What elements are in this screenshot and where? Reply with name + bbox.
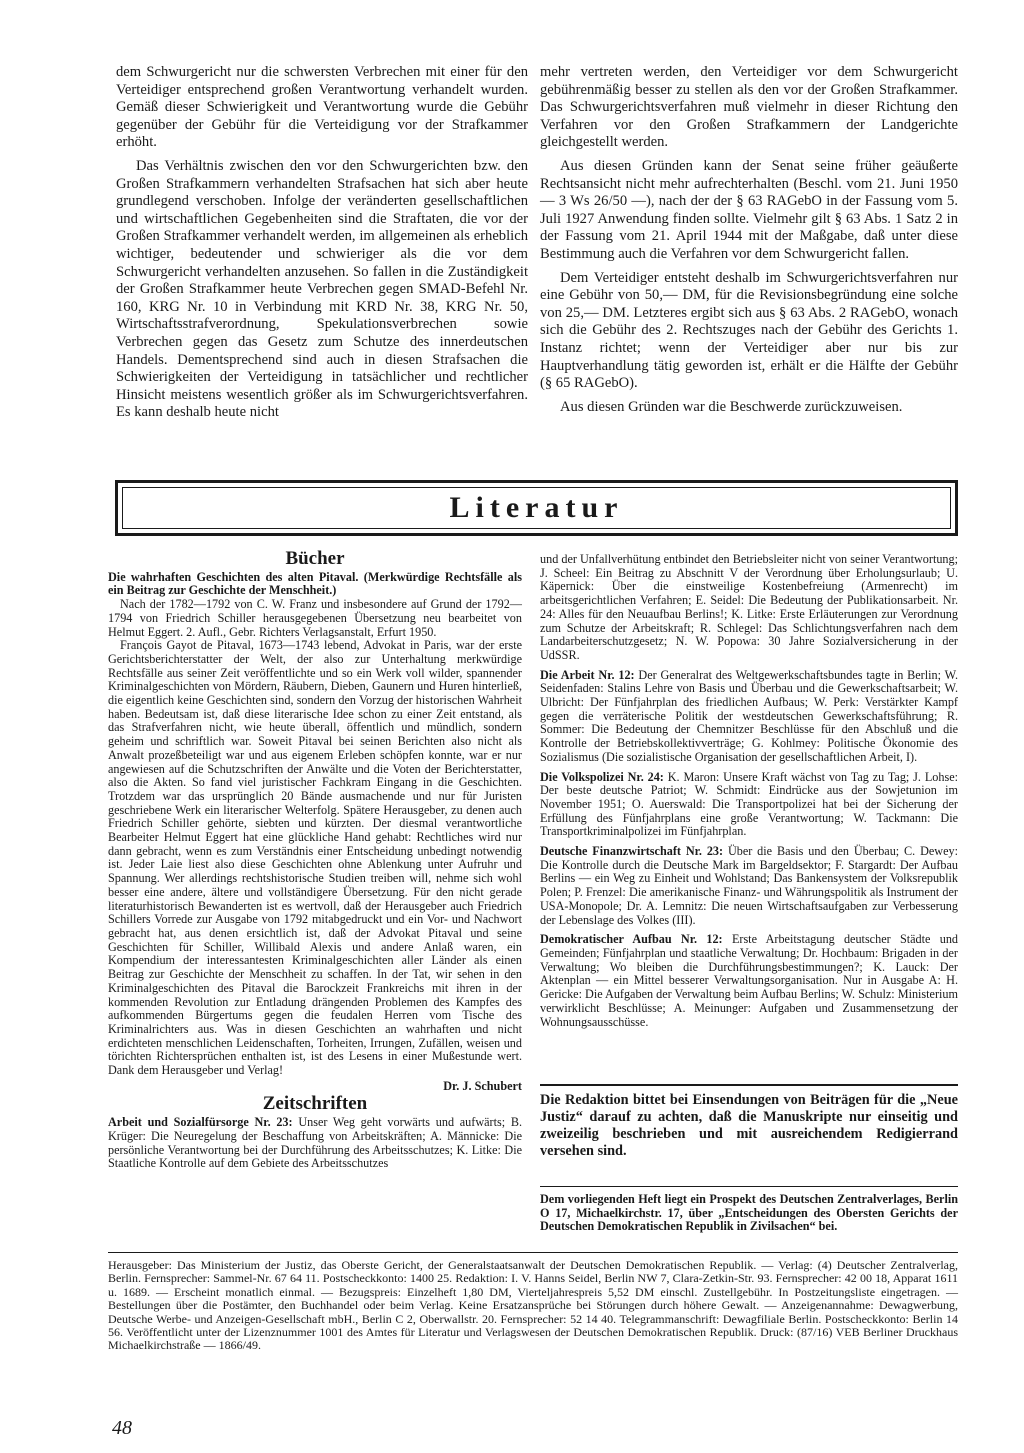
book-title: Die wahrhaften Geschichten des alten Pitaval. (Merkwürdige Rechtsfälle als ein Beitrag zur Geschichte der Menschheit.) [108, 569, 522, 598]
page-number: 48 [112, 1417, 132, 1439]
journal-entry [540, 933, 958, 1029]
top-right-column [540, 64, 958, 422]
editorial-notice: Die Redaktion bittet bei Einsendungen von Beiträgen für die „Neue Justiz“ darauf zu achten, daß die Manuskripte nur einseitig und zweizeilig beschrieben und mit ausreichendem Redigierrand versehen sind. [540, 1084, 958, 1160]
buecher-heading: Bücher [285, 548, 345, 569]
journal-entry [540, 669, 958, 765]
journal-entry [540, 845, 958, 927]
journal-title: Demokratischer Aufbau Nr. 12: [540, 932, 723, 947]
journal-entry [108, 1116, 522, 1171]
lower-right-column [540, 553, 958, 1035]
paragraph: Aus diesen Gründen war die Beschwerde zurückzuweisen. [560, 398, 903, 415]
journal-contents: Über die Basis und den Überbau; C. Dewey: Die Kontrolle durch die Deutsche Mark im Bargeldsektor; F. Stargardt: Der Aufbau Berlins — ein Weg zu Einheit und Wohlstand; Das Bankensystem der Volksrepublik Polen; P. Frenzel: Die amerikanische Finanz- und Währungspolitik als Instrument der USA-Monopole; Dr. A. Lemnitz: Die neuen Wirtschaftsaufgaben zur Verbesserung der Lebenslage des Volkes (III). [540, 844, 959, 927]
journal-entry [540, 771, 958, 840]
journal-title: Die Volkspolizei Nr. 24: [540, 769, 664, 784]
paragraph: Nach der 1782—1792 von C. W. Franz und insbesondere auf Grund der 1792—1794 von Friedrich Schiller herausgegebenen Übersetzung neu bearbeitet von Helmut Eggert. 2. Aufl., Gebr. Richters Verlagsanstalt, Erfurt 1950. [108, 597, 522, 639]
reviewer-signature: Dr. J. Schubert [443, 1078, 522, 1093]
paragraph: mehr vertreten werden, den Verteidiger vor dem Schwurgericht gebührenmäßig besser zu stellen als den vor der Großen Strafkammer. Das Schwurgerichtsverfahren muß vielmehr in dieser Richtung den Verfahren vor den Großen Strafkammern der Landgerichte gleichgestellt werden. [540, 64, 958, 151]
journal-entry [540, 553, 958, 663]
journal-title: Die Arbeit Nr. 12: [540, 667, 635, 682]
top-left-column [116, 64, 528, 428]
prospekt-notice: Dem vorliegenden Heft liegt ein Prospekt des Deutschen Zentralverlages, Berlin O 17, Michaelkirchstr. 17, über „Entscheidungen des Obersten Gerichts der Deutschen Demokratischen Republik in Zivilsachen“ bei. [540, 1186, 958, 1234]
literatur-banner [115, 480, 958, 536]
paragraph: Aus diesen Gründen kann der Senat seine früher geäußerte Rechtsansicht nicht mehr aufrechterhalten (Beschl. vom 21. Juni 1950 — 3 Ws 26/50 —), nach der der § 63 RAGebO in der Fassung vom 5. Juli 1927 Anwendung finden sollte. Vielmehr gilt § 63 Abs. 1 Satz 2 in der Fassung vom 21. April 1944 mit der Maßgabe, daß unter diese Bestimmung auch die Verfahren vor dem Schwurgericht fallen. [540, 157, 958, 262]
zeitschriften-heading: Zeitschriften [262, 1093, 368, 1115]
paragraph: dem Schwurgericht nur die schwersten Verbrechen mit einer für den Verteidiger entsprechend großen Verantwortung verhandelt wurden. Gemäß dieser Schwierigkeit und Verantwortung wurde die Gebühr gegenüber der Gebühr für die Verteidigung vor der Strafkammer erhöht. [116, 64, 528, 151]
journal-title: Deutsche Finanzwirtschaft Nr. 23: [540, 844, 724, 859]
journal-contents: K. Maron: Unsere Kraft wächst von Tag zu Tag; J. Lohse: Der beste deutsche Patriot; W. Schmidt: Eindrücke aus der Sowjetunion im November 1951; O. Auerswald: Die Transportpolizei hat bei der Sicherung der Erfüllung des Fünfjahrplans eine große Verantwortung; W. Tackmann: Die Transportkriminalpolizei im Fünfjahrplan. [540, 769, 958, 839]
paragraph: Das Verhältnis zwischen den vor den Schwurgerichten bzw. den Großen Strafkammern verhandelten Strafsachen hat sich aber heute grundlegend verschoben. Infolge der veränderten gesellschaftlichen und wirtschaftlichen Gegebenheiten sind die Straftaten, die vor der Großen Strafkammer verhandelt werden, im allgemeinen als erheblich wichtiger, bedeutender und schwieriger als die vor dem Schwurgericht verhandelten anzusehen. So fallen in die Zuständigkeit der Großen Strafkammer heute Verbrechen gegen SMAD-Befehl Nr. 160, KRG Nr. 10 in Verbindung mit KRD Nr. 38, KRG Nr. 50, Wirtschaftsstrafverordnung, Spekulationsverbrechen sowie Verbrechen gegen das Gesetz zum Schutze des innerdeutschen Handels. Dementsprechend sind auch in diesen Strafsachen die Schwierigkeiten der Verteidigung in tatsächlicher und rechtlicher Hinsicht meistens wesentlich größer als im Schwurgerichtsverfahren. Es kann deshalb heute nicht [116, 157, 528, 421]
journal-contents: Der Generalrat des Weltgewerkschaftsbundes tagte in Berlin; W. Seidenfaden: Stalins Lehre von Basis und Überbau und die Gewerkschaftsarbeit; W. Ulbricht: Der Fünfjahrplan des friedlichen Aufbaus; W. Perk: Verstärkter Kampf gegen die verräterische Politik der westdeutschen Gewerkschaftsführung; R. Sommer: Die Bedeutung der Chemnitzer Beschlüsse für den Abschluß und die Kontrolle der Betriebskollektivverträge; G. Kohlmey: Politische Ökonomie des Sozialismus (Die sozialistische Organisation der gesellschaftlichen Arbeit, I). [540, 667, 959, 764]
imprint: Herausgeber: Das Ministerium der Justiz, das Oberste Gericht, der Generalstaatsanwalt der Deutschen Demokratischen Republik. — Verlag: (4) Deutscher Zentralverlag, Berlin. Fernsprecher: Sammel-Nr. 67 64 11. Postscheckkonto: 1400 25. Redaktion: I. V. Hanns Seidel, Berlin NW 7, Clara-Zetkin-Str. 93. Fernsprecher: 42 00 18, Apparat 1611 u. 1689. — Erscheint monatlich einmal. — Bezugspreis: Einzelheft 1,80 DM, Vierteljahrespreis 5,52 DM einschl. Zustellgebühr. In Postzeitungsliste eingetragen. — Bestellungen über die Postämter, den Buchhandel oder beim Verlag. Keine Ersatzansprüche bei Störungen durch höhere Gewalt. — Anzeigenannahme: Dewagwerbung, Deutsche Werbe- und Anzeigen-Gesellschaft mbH., Berlin C 2, Oberwallstr. 20. Fernsprecher: 52 14 40. Telegrammanschrift: Dewagfiliale Berlin. Postscheckkonto: Berlin 14 56. Veröffentlicht unter der Lizenznummer 1001 des Amtes für Literatur und Verlagswesen der Deutschen Demokratischen Republik. Druck: (87/16) VEB Berliner Druckhaus Michaelkirchstraße — 1866/49. [108, 1252, 958, 1353]
journal-contents: und der Unfallverhütung entbindet den Betriebsleiter nicht von seiner Verantwortung; J. Scheel: Ein Beitrag zu Abschnitt V der Verordnung über Erholungsurlaub; U. Käpernick: Über die einstweilige Kostenbefreiung (Armenrecht) im arbeitsgerichtlichen Verfahren; E. Seidel: Die Bedeutung der Publikationsarbeit. Nr. 24: Alles für den Neuaufbau Berlins!; K. Litke: Erste Erläuterungen zur Verordnung zum Schutze der Arbeitskraft; R. Schlegel: Das Schlichtungsverfahren nach dem Landarbeiterschutzgesetz; N. W. Popowa: 30 Jahre Sozialversicherung in der UdSSR. [540, 552, 958, 662]
lower-left-column [108, 550, 522, 1171]
section-title: Literatur [449, 491, 624, 524]
journal-contents: Erste Arbeitstagung deutscher Städte und Gemeinden; Fünfjahrplan und staatliche Verwaltung; Dr. Hochbaum: Brigaden in der Verwaltung; Wo bleiben die Durchführungsbestimmungen?; K. Lauck: Der Aktenplan — ein Mittel besserer Verwaltungsorganisation. Nur in Ausgabe A: H. Gericke: Die Aufgaben der Verwaltung beim Aufbau Berlins; W. Schulz: Ministerium verwirklicht Beschlüsse; A. Meinunger: Aufgaben und Zusammensetzung der Wohnungsausschüsse. [540, 932, 959, 1029]
paragraph: Dem Verteidiger entsteht deshalb im Schwurgerichtsverfahren nur eine Gebühr von 50,— DM, für die Revisionsbegründung eine solche von 25,— DM. Letzteres ergibt sich aus § 63 Abs. 2 RAGebO, wonach sich die Gebühr des 2. Rechtszuges nach der Gebühr des Gerichts 1. Instanz richtet; wenn der Verteidiger aber nur bis zur Hauptverhandlung tätig geworden ist, erhält er die Hälfte der Gebühr (§ 65 RAGebO). [540, 269, 958, 392]
paragraph: François Gayot de Pitaval, 1673—1743 lebend, Advokat in Paris, war der erste Gerichtsberichterstatter der Welt, der also zur Unterhaltung merkwürdige Rechtsfälle aus seiner Zeit veröffentlichte und so ein Werk voll wilder, spannender Kriminalgeschichten von Mördern, Räubern, Dieben, Gaunern und Huren hinterließ, die eigentlich keine Geschichten sind, sondern den Vorzug der historischen Wahrheit haben. Bedeutsam ist, daß diese literarische Idee schon zu einer Zeit entstand, als das Strafverfahren nicht, wie heute überall, öffentlich und mündlich, sondern geheim und schriftlich war. Soweit Pitaval bei seinen Berichten also nicht als Anwalt prozeßbeteiligt war und aus eigenem Erleben schöpfen konnte, war er nur angewiesen auf die Schutzschriften der Anwälte und die Voten der Berichterstatter, also die Akten. So fand viel juristischer Fachkram Eingang in die Geschichten. Trotzdem war das ursprünglich 20 Bände ausmachende und nur für Juristen geschriebene Werk ein literarischer Welterfolg. Spätere Herausgeber, zu denen auch Friedrich Schiller gehörte, siebten und kürzten. Der diesmal verantwortliche Bearbeiter Helmut Eggert hat eine glückliche Hand gehabt: Rechtliches wird nur dann gebracht, wenn es zum Verständnis einer Entscheidung unbedingt notwendig ist. Jeder Laie liest also diese Geschichten ohne Ablenkung unter Aufruhr und Spannung. Wer allerdings rechtshistorische Studien treiben will, nehme sich wohl besser eine andere, ältere und vollständigere Übersetzung. Für den nicht gerade literaturhistorisch Bewanderten ist es wertvoll, daß der Herausgeber auch Friedrich Schillers Vorrede zur Ausgabe von 1792 mitabgedruckt und ein Vor- und Nachwort gebracht hat, aus denen ersichtlich ist, daß der Advokat Pitaval und seine Geschichten für Schiller, Willibald Alexis und andere Anlaß waren, ein Kompendium der interessantesten Kriminalgeschichten aller Länder als einen Beitrag zur Geschichte der Menschheit zu schaffen. In der Tat, wir sehen in den Kriminalgeschichten des Pitaval die Barockzeit Frankreichs mit ihren in der kommenden Revolution zur Entladung drängenden Problemen des Kampfes des aufkommenden Bürgertums gegen die feudalen Herren vom Tische des Kriminalrichters aus. Was in diesen Geschichten an wahrhaften und nicht erdichteten menschlichen Leidenschaften, Torheiten, Irrungen, Zufällen, weisen und törichten Richtersprüchen enthalten ist, ist des Lesens in einer Mußestunde wert. Dank dem Herausgeber und Verlag! [108, 638, 522, 1078]
journal-contents: Unser Weg geht vorwärts und aufwärts; B. Krüger: Die Neuregelung der Beschaffung von Arbeitskräften; A. Männicke: Die persönliche Verantwortung bei der Durchführung des Arbeitsschutzes; K. Litke: Die Staatliche Kontrolle auf dem Gebiete des Arbeitsschutzes [108, 1115, 522, 1171]
journal-title: Arbeit und Sozialfürsorge Nr. 23: [108, 1115, 293, 1130]
